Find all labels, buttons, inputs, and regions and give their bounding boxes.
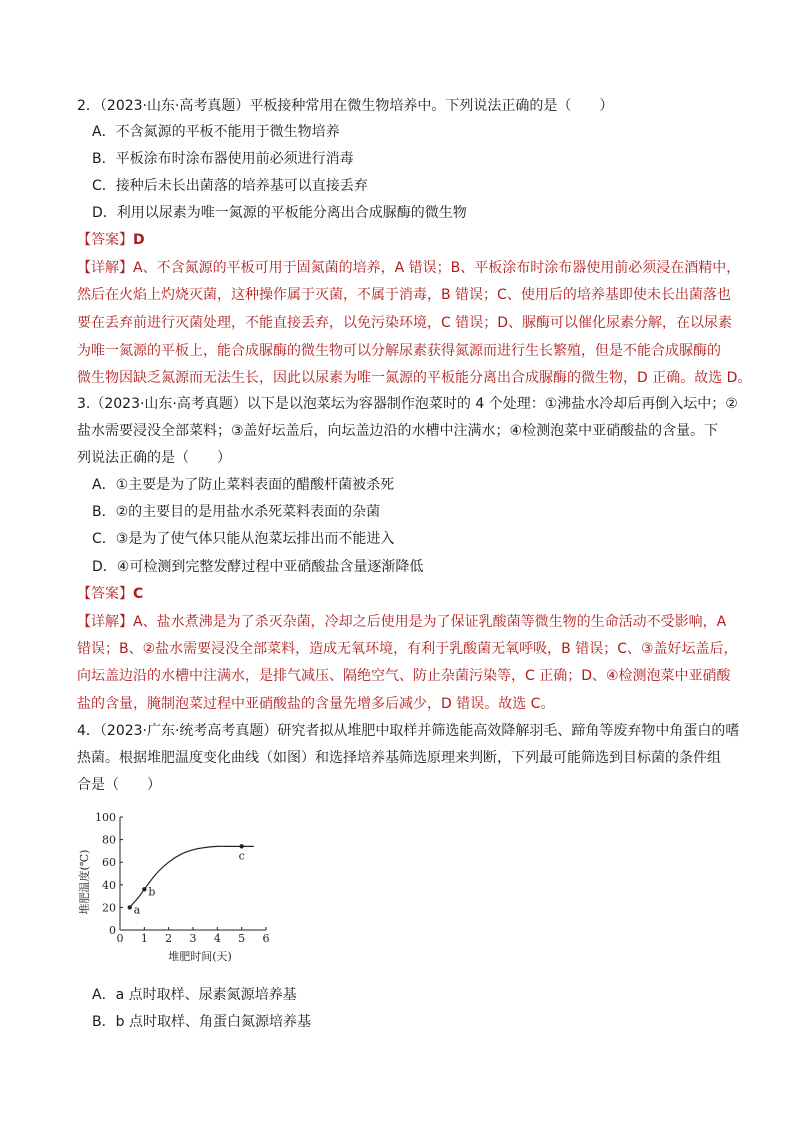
x-tick-label: 3 xyxy=(189,932,197,945)
x-axis-label: 堆肥时间(天) xyxy=(168,950,232,963)
y-tick-label: 0 xyxy=(109,924,116,937)
q3-answer xyxy=(77,584,143,604)
x-tick-label: 6 xyxy=(262,932,270,945)
q2-detail-line-4: 为唯一氮源的平板上，能合成脲酶的微生物可以分解尿素获得氮源而进行生长繁殖，但是不能合成脲酶的 xyxy=(77,343,721,359)
q3-detail-line-1 xyxy=(77,612,726,632)
compost-temperature-chart xyxy=(74,808,284,968)
point-label-a: a xyxy=(133,903,141,917)
q2-option-c: C．接种后未长出菌落的培养基可以直接丢弃 xyxy=(92,178,368,194)
y-tick-label: 20 xyxy=(102,901,116,915)
q3-detail-line-2: 错误；B、②盐水需要浸没全部菜料，造成无氧环境，有利于乳酸菌无氧呼吸，B 错误；C、③盖好坛盖后， xyxy=(77,641,738,657)
q3-option-b: B．②的主要目的是用盐水杀死菜料表面的杂菌 xyxy=(92,504,381,520)
q3-detail-line-4: 盐的含量，腌制泡菜过程中亚硝酸盐的含量先增多后减少，D 错误。故选 C。 xyxy=(77,696,555,712)
chart-points xyxy=(128,844,245,916)
y-tick-label: 40 xyxy=(102,878,116,892)
q3-answer-tag: 【答案】 xyxy=(77,586,133,602)
chart-axes xyxy=(120,817,266,930)
x-tick-label: 5 xyxy=(238,932,246,945)
q2-detail-line-2: 然后在火焰上灼烧灭菌，这种操作属于灭菌，不属于消毒，B 错误；C、使用后的培养基即使未长出菌落也 xyxy=(77,287,731,303)
y-tick-label: 80 xyxy=(102,833,116,847)
q4-option-b: B．b 点时取样、角蛋白氮源培养基 xyxy=(92,1014,311,1030)
q2-detail-line-1 xyxy=(77,258,740,278)
q4-stem-line-1: 4．（2023·广东·统考高考真题）研究者拟从堆肥中取样并筛选能高效降解羽毛、蹄角等废弃物中角蛋白的嗜 xyxy=(77,723,740,739)
q3-detail-line-3: 向坛盖边沿的水槽中注满水，是排气减压、隔绝空气、防止杂菌污染等，C 正确；D、④检测泡菜中亚硝酸 xyxy=(77,668,731,684)
q2-option-b: B．平板涂布时涂布器使用前必须进行消毒 xyxy=(92,151,354,167)
y-tick-label: 100 xyxy=(95,811,116,824)
q3-stem-line-1: 3.（2023·山东·高考真题）以下是以泡菜坛为容器制作泡菜时的 4 个处理：①沸盐水冷却后再倒入坛中；② xyxy=(77,396,738,412)
point-b xyxy=(142,887,146,891)
q2-detail-line-3: 要在丢弃前进行灭菌处理，不能直接丢弃，以免污染环境，C 错误；D、脲酶可以催化尿素分解，在以尿素 xyxy=(77,315,733,331)
q2-detail-tag: 【详解】 xyxy=(77,260,133,276)
q2-answer-value: D xyxy=(133,232,145,248)
q2-detail-text-1: A、不含氮源的平板可用于固氮菌的培养，A 错误；B、平板涂布时涂布器使用前必须浸在酒精中， xyxy=(133,260,741,276)
q2-option-a: A．不含氮源的平板不能用于微生物培养 xyxy=(92,124,340,140)
q3-answer-value: C xyxy=(133,586,144,602)
q3-option-d: D．④可检测到完整发酵过程中亚硝酸盐含量逐渐降低 xyxy=(92,559,424,575)
q2-answer xyxy=(77,230,145,250)
x-tick-label: 1 xyxy=(140,932,148,945)
point-label-b: b xyxy=(148,885,156,899)
q2-option-d: D．利用以尿素为唯一氮源的平板能分离出合成脲酶的微生物 xyxy=(92,205,467,221)
q3-option-c: C．③是为了使气体只能从泡菜坛排出而不能进入 xyxy=(92,531,395,547)
q4-option-a: A．a 点时取样、尿素氮源培养基 xyxy=(92,987,297,1003)
chart-ticks xyxy=(95,811,270,945)
q3-option-a: A．①主要是为了防止菜料表面的醋酸杆菌被杀死 xyxy=(92,477,395,493)
x-tick-label: 2 xyxy=(165,932,173,945)
y-axis-label: 堆肥温度(℃) xyxy=(78,849,91,915)
q2-detail-line-5: 微生物因缺乏氮源而无法生长，因此以尿素为唯一氮源的平板能分离出合成脲酶的微生物，D 正确。故选 D。 xyxy=(77,370,752,386)
point-c xyxy=(239,844,243,848)
x-tick-label: 0 xyxy=(116,932,124,945)
q3-detail-tag: 【详解】 xyxy=(77,614,133,630)
q2-answer-tag: 【答案】 xyxy=(77,232,133,248)
q2-stem: 2．（2023·山东·高考真题）平板接种常用在微生物培养中。下列说法正确的是（ ） xyxy=(77,98,614,114)
q4-stem-line-2: 热菌。根据堆肥温度变化曲线（如图）和选择培养基筛选原理来判断，下列最可能筛选到目标菌的条件组 xyxy=(77,750,721,766)
q3-detail-text-1: A、盐水煮沸是为了杀灭杂菌，冷却之后使用是为了保证乳酸菌等微生物的生命活动不受影响，A xyxy=(133,614,727,630)
x-tick-label: 4 xyxy=(213,932,221,945)
point-label-c: c xyxy=(238,849,245,863)
q3-stem-line-3: 列说法正确的是（ ） xyxy=(77,450,231,466)
y-tick-label: 60 xyxy=(102,856,116,870)
point-a xyxy=(128,905,132,909)
q4-stem-line-3: 合是（ ） xyxy=(77,777,161,793)
q3-stem-line-2: 盐水需要浸没全部菜料；③盖好坛盖后，向坛盖边沿的水槽中注满水；④检测泡菜中亚硝酸盐的含量。下 xyxy=(77,423,719,439)
